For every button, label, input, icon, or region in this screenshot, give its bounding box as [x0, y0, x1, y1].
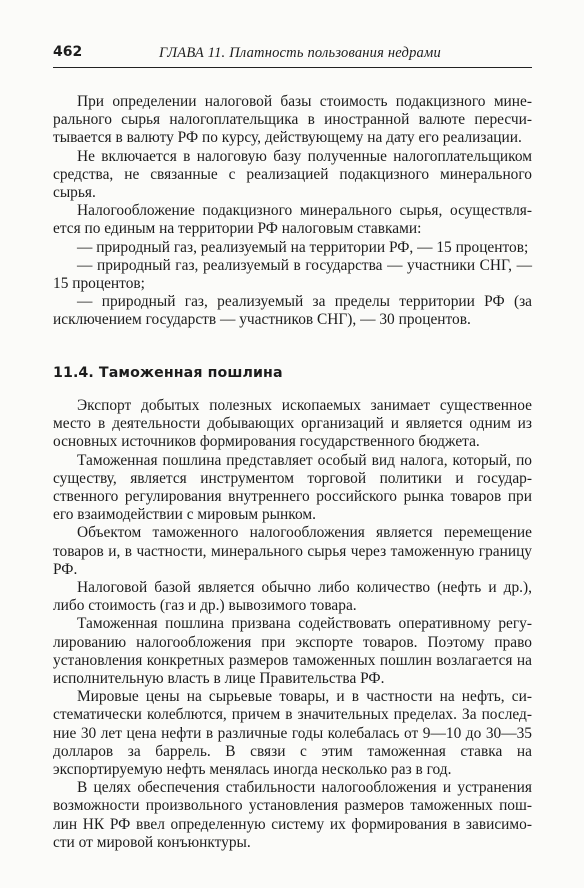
- header-rule: [53, 67, 532, 68]
- text-block-bottom: [53, 397, 532, 852]
- section-heading: 11.4. Таможенная пошлина: [53, 365, 283, 381]
- paragraph: В целях обеспечения стабильности налогообложения и устранения возможности произвольного установления размеров таможенных пошлин НК РФ ввел определенную систему их формирования в зависимости от мировой конъюнктуры.: [53, 779, 532, 851]
- list-item-paragraph: — природный газ, реализуемый в государства — участники СНГ, — 15 процентов;: [53, 256, 532, 293]
- paragraph: Налогообложение подакцизного минерального сырья, осуществляется по единым на территории РФ налоговым ставками:: [53, 202, 532, 238]
- paragraph: При определении налоговой базы стоимость подакцизного минерального сырья налогоплательщика в иностранной валюте пересчитывается в валюту РФ по курсу, действующему на дату его реализации.: [53, 93, 532, 147]
- paragraph: Таможенная пошлина представляет особый вид налога, который, по существу, является инструментом торговой политики и государственного регулирования внутреннего российского рынка товаров при его взаимодействии с мировым рынком.: [53, 451, 532, 524]
- paragraph: Экспорт добытых полезных ископаемых занимает существенное место в деятельности добывающих организаций и является одним из основных источников формирования государственного бюджета.: [53, 397, 532, 451]
- paragraph: Таможенная пошлина призвана содействовать оперативному регулированию налогообложения при экспорте товаров. Поэтому право установления конкретных размеров таможенных пошлин возлагается на исполнительную власть в лице Правительства РФ.: [53, 615, 532, 688]
- running-head: [53, 41, 533, 67]
- text-block-top: [53, 93, 532, 330]
- list-item-paragraph: — природный газ, реализуемый за пределы территории РФ (за исключением государств — участников СНГ), — 30 процентов.: [53, 293, 532, 329]
- chapter-running-title: ГЛАВА 11. Платность пользования недрами: [159, 45, 441, 61]
- page-number: 462: [53, 44, 83, 60]
- paragraph: Налоговой базой является обычно либо количество (нефть и др.), либо стоимость (газ и др.) вывозимого товара.: [53, 579, 532, 615]
- list-item-paragraph: — природный газ, реализуемый на территории РФ, — 15 процентов;: [77, 238, 529, 256]
- paragraph: Не включается в налоговую базу полученные налогоплательщиком средства, не связанные с реализацией подакцизного минерального сырья.: [53, 147, 532, 202]
- paragraph: Мировые цены на сырьевые товары, и в частности на нефть, систематически колеблются, причем в значительных пределах. За последние 30 лет цена нефти в различные годы колебалась от 9—10 до 30—35 долларов за баррель. В связи с этим таможенная ставка на экспортируемую нефть менялась иногда несколько раз в год.: [53, 688, 532, 779]
- paragraph: Объектом таможенного налогообложения является перемещение товаров и, в частности, минерального сырья через таможенную границу РФ.: [53, 524, 532, 578]
